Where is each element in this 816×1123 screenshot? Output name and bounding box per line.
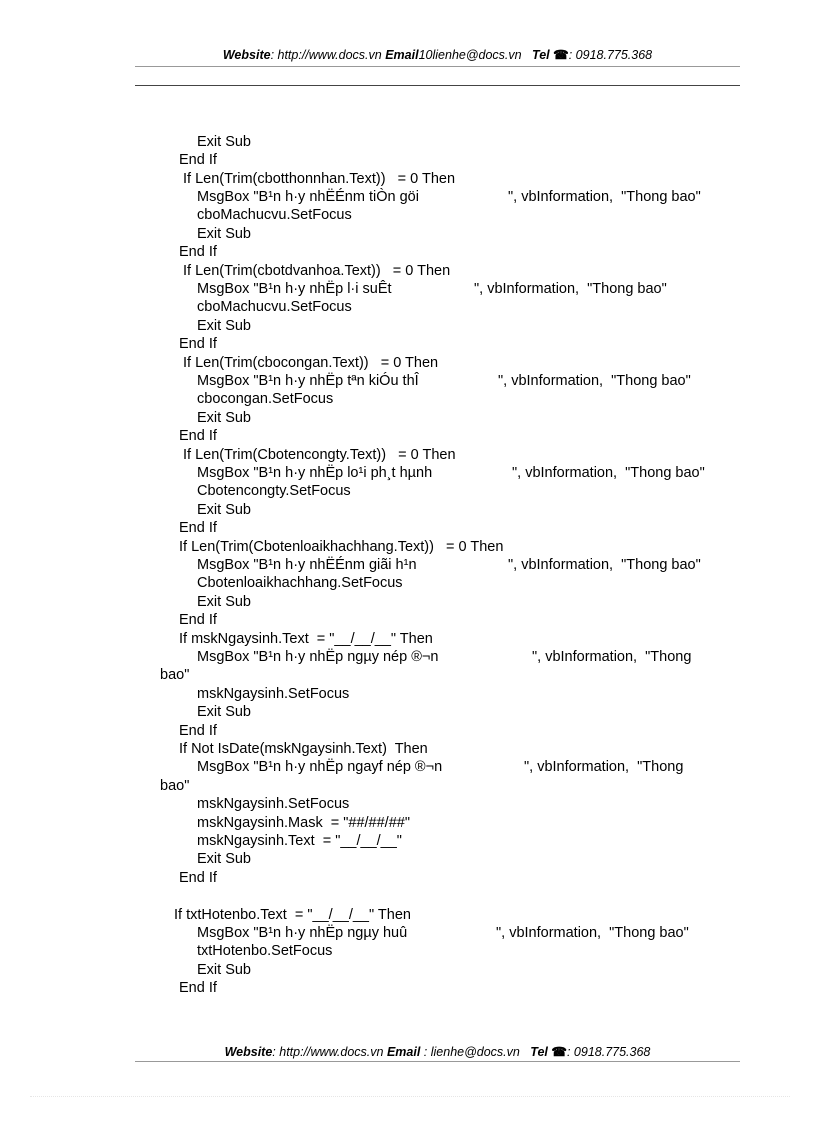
- code-line: If Len(Trim(Cbotenloaikhachhang.Text)) = 0 Then: [179, 539, 504, 555]
- code-line: bao": [160, 667, 190, 683]
- code-line: MsgBox "B¹n h·y nhËp lo¹i ph¸t hµnh: [197, 465, 433, 481]
- code-line: ", vbInformation, "Thong bao": [474, 281, 667, 297]
- code-line: Exit Sub: [197, 502, 251, 518]
- code-line: If Not IsDate(mskNgaysinh.Text) Then: [179, 741, 428, 757]
- code-line: mskNgaysinh.Text = "__/__/__": [197, 833, 402, 849]
- code-line: End If: [179, 244, 217, 260]
- code-line: ", vbInformation, "Thong: [532, 649, 692, 665]
- code-line: MsgBox "B¹n h·y nhËp ngayf nép ®¬n: [197, 759, 443, 775]
- telephone-icon: ☎: [553, 48, 569, 62]
- email-value[interactable]: 10lienhe@docs.vn: [418, 48, 522, 62]
- code-line: Exit Sub: [197, 704, 251, 720]
- code-line: ", vbInformation, "Thong bao": [496, 925, 689, 941]
- tel-value: : 0918.775.368: [568, 48, 653, 62]
- website-label: Website: [222, 48, 271, 62]
- code-line: MsgBox "B¹n h·y nhËÉnm tiÒn göi: [197, 189, 419, 205]
- code-line: If Len(Trim(Cbotencongty.Text)) = 0 Then: [183, 447, 456, 463]
- code-line: ", vbInformation, "Thong bao": [508, 557, 701, 573]
- code-line: End If: [179, 980, 217, 996]
- code-line: mskNgaysinh.SetFocus: [197, 686, 350, 702]
- website-url[interactable]: : http://www.docs.vn: [272, 1045, 384, 1059]
- page-edge-divider: [30, 1096, 790, 1097]
- code-line: MsgBox "B¹n h·y nhËp l·i suÊt: [197, 281, 392, 297]
- website-url[interactable]: : http://www.docs.vn: [270, 48, 382, 62]
- code-line: cbocongan.SetFocus: [197, 391, 334, 407]
- code-line: Exit Sub: [197, 594, 251, 610]
- code-line: Exit Sub: [197, 226, 251, 242]
- code-line: cboMachucvu.SetFocus: [197, 299, 352, 315]
- email-value[interactable]: : lienhe@docs.vn: [420, 1045, 520, 1059]
- code-line: mskNgaysinh.Mask = "##/##/##": [197, 815, 410, 831]
- code-line: Exit Sub: [197, 318, 251, 334]
- code-line: ", vbInformation, "Thong bao": [512, 465, 705, 481]
- telephone-icon: ☎: [551, 1045, 567, 1059]
- code-line: If txtHotenbo.Text = "__/__/__" Then: [174, 907, 411, 923]
- code-line: Exit Sub: [197, 851, 251, 867]
- website-label: Website: [224, 1045, 273, 1059]
- code-line: mskNgaysinh.SetFocus: [197, 796, 350, 812]
- code-line: Cbotenloaikhachhang.SetFocus: [197, 575, 403, 591]
- code-line: If mskNgaysinh.Text = "__/__/__" Then: [179, 631, 433, 647]
- page-footer: [135, 1044, 740, 1059]
- code-line: End If: [179, 336, 217, 352]
- code-line: Cbotencongty.SetFocus: [197, 483, 351, 499]
- code-line: ", vbInformation, "Thong bao": [498, 373, 691, 389]
- tel-value: : 0918.775.368: [566, 1045, 651, 1059]
- code-line: If Len(Trim(cbocongan.Text)) = 0 Then: [183, 355, 439, 371]
- code-line: bao": [160, 778, 190, 794]
- code-line: ", vbInformation, "Thong bao": [508, 189, 701, 205]
- code-line: MsgBox "B¹n h·y nhËÉnm giãi h¹n: [197, 557, 417, 573]
- code-line: If Len(Trim(cbotdvanhoa.Text)) = 0 Then: [183, 263, 451, 279]
- code-line: End If: [179, 520, 217, 536]
- code-line: End If: [179, 428, 217, 444]
- tel-label: Tel: [532, 48, 550, 62]
- code-line: Exit Sub: [197, 134, 251, 150]
- code-line: txtHotenbo.SetFocus: [197, 943, 333, 959]
- email-label: Email: [385, 48, 419, 62]
- code-line: End If: [179, 612, 217, 628]
- tel-label: Tel: [530, 1045, 548, 1059]
- code-line: MsgBox "B¹n h·y nhËp ngµy nép ®¬n: [197, 649, 439, 665]
- footer-rule: [135, 1061, 740, 1062]
- code-line: Exit Sub: [197, 962, 251, 978]
- code-line: ", vbInformation, "Thong: [524, 759, 684, 775]
- code-line: MsgBox "B¹n h·y nhËp ngµy huû: [197, 925, 408, 941]
- email-label: Email: [386, 1045, 421, 1059]
- code-line: End If: [179, 723, 217, 739]
- code-line: If Len(Trim(cbotthonnhan.Text)) = 0 Then: [183, 171, 456, 187]
- code-line: MsgBox "B¹n h·y nhËp tªn kiÓu thÎ: [197, 373, 419, 389]
- code-line: cboMachucvu.SetFocus: [197, 207, 352, 223]
- code-line: End If: [179, 152, 217, 168]
- code-line: End If: [179, 870, 217, 886]
- code-line: Exit Sub: [197, 410, 251, 426]
